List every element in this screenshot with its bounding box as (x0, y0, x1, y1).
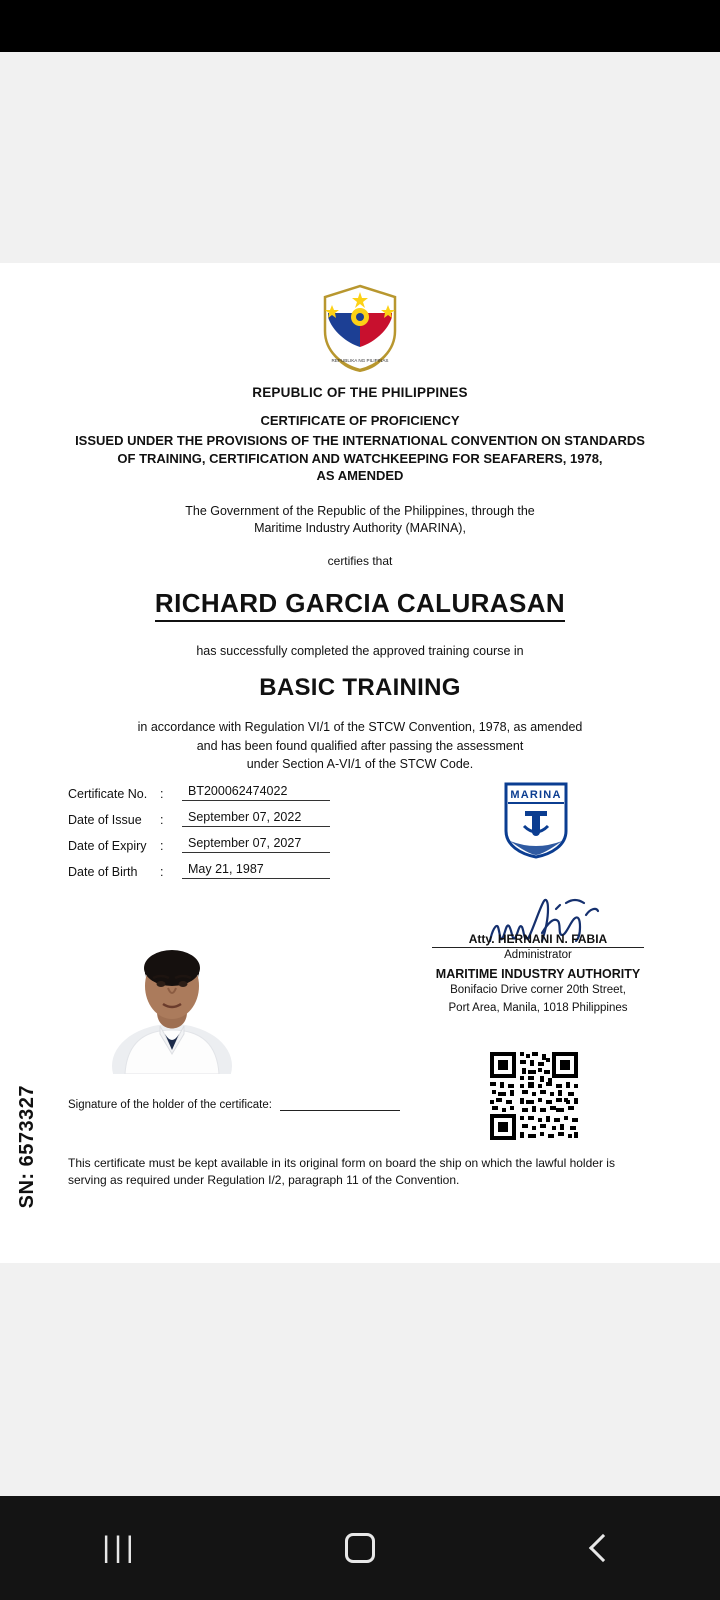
serial-number-label: SN: 6573327 (16, 1085, 38, 1209)
detail-row (68, 827, 330, 853)
detail-row (68, 775, 330, 801)
footnote-line-2: serving as required under Regulation I/2, paragraph 11 of the Convention. (68, 1173, 460, 1188)
detail-row (68, 853, 330, 879)
certificate-number-value: BT200062474022 (182, 784, 330, 801)
android-navigation-bar (0, 1496, 720, 1600)
detail-label: Date of Expiry (68, 839, 147, 853)
holder-signature-label: Signature of the holder of the certificate: (68, 1099, 272, 1111)
certificate-title: CERTIFICATE OF PROFICIENCY (260, 413, 460, 428)
detail-colon: : (160, 865, 164, 879)
issued-under-line-1: ISSUED UNDER THE PROVISIONS OF THE INTERNATIONAL CONVENTION ON STANDARDS (75, 433, 645, 448)
holder-signature-line (280, 1099, 400, 1111)
signatory-role: Administrator (504, 949, 572, 961)
footnote-line-1: This certificate must be kept available in its original form on board the ship on which the lawful holder is (68, 1156, 615, 1170)
marina-logo-icon (500, 781, 572, 859)
issued-under-line-2: OF TRAINING, CERTIFICATION AND WATCHKEEPING FOR SEAFARERS, 1978, (117, 450, 603, 466)
date-of-birth-value: May 21, 1987 (182, 862, 330, 879)
signatory-block (432, 893, 644, 1016)
detail-label: Date of Birth (68, 865, 138, 879)
detail-colon: : (160, 839, 164, 853)
issued-under-line-3: AS AMENDED (316, 468, 404, 484)
detail-row (68, 801, 330, 827)
signature-line (432, 947, 644, 948)
completed-text: has successfully completed the approved training course in (196, 644, 524, 659)
accordance-line-2: and has been found qualified after passing the assessment (196, 738, 524, 753)
signatory-organization: MARITIME INDUSTRY AUTHORITY (435, 967, 641, 981)
verification-qr-code[interactable] (488, 1050, 580, 1142)
republic-heading: REPUBLIC OF THE PHILIPPINES (252, 385, 468, 400)
government-line-1: The Government of the Republic of the Philippines, through the (185, 503, 535, 518)
signatory-name: Atty. HERNANI N. FABIA (468, 932, 608, 946)
footnote (68, 1155, 652, 1190)
certifies-that-text: certifies that (327, 554, 393, 569)
back-chevron-icon (589, 1534, 617, 1562)
recents-icon: ||| (102, 1531, 138, 1564)
detail-label: Certificate No. (68, 787, 148, 801)
government-line-2: Maritime Industry Authority (MARINA), (254, 520, 466, 535)
holder-name: RICHARD GARCIA CALURASAN (155, 588, 565, 622)
signatory-address-line-2: Port Area, Manila, 1018 Philippines (448, 1001, 628, 1014)
home-square-icon (345, 1533, 375, 1563)
holder-signature-field (68, 1099, 400, 1111)
detail-colon: : (160, 787, 164, 801)
detail-colon: : (160, 813, 164, 827)
svg-text:REPUBLIKA NG PILIPINAS: REPUBLIKA NG PILIPINAS (331, 358, 389, 363)
holder-photograph (105, 916, 239, 1074)
certificate-details (68, 775, 330, 879)
philippines-coat-of-arms-icon (317, 283, 403, 373)
date-of-expiry-value: September 07, 2027 (182, 836, 330, 853)
recents-button[interactable] (60, 1496, 180, 1600)
back-button[interactable] (540, 1496, 660, 1600)
svg-text:MARINA: MARINA (510, 789, 562, 801)
detail-label: Date of Issue (68, 813, 142, 827)
date-of-issue-value: September 07, 2022 (182, 810, 330, 827)
accordance-line-3: under Section A-VI/1 of the STCW Code. (246, 756, 474, 771)
accordance-line-1: in accordance with Regulation VI/1 of the STCW Convention, 1978, as amended (137, 720, 583, 735)
certificate-document (0, 263, 720, 1263)
signatory-address-line-1: Bonifacio Drive corner 20th Street, (450, 984, 626, 996)
course-name: BASIC TRAINING (259, 674, 461, 702)
home-button[interactable] (300, 1496, 420, 1600)
status-bar (0, 0, 720, 52)
